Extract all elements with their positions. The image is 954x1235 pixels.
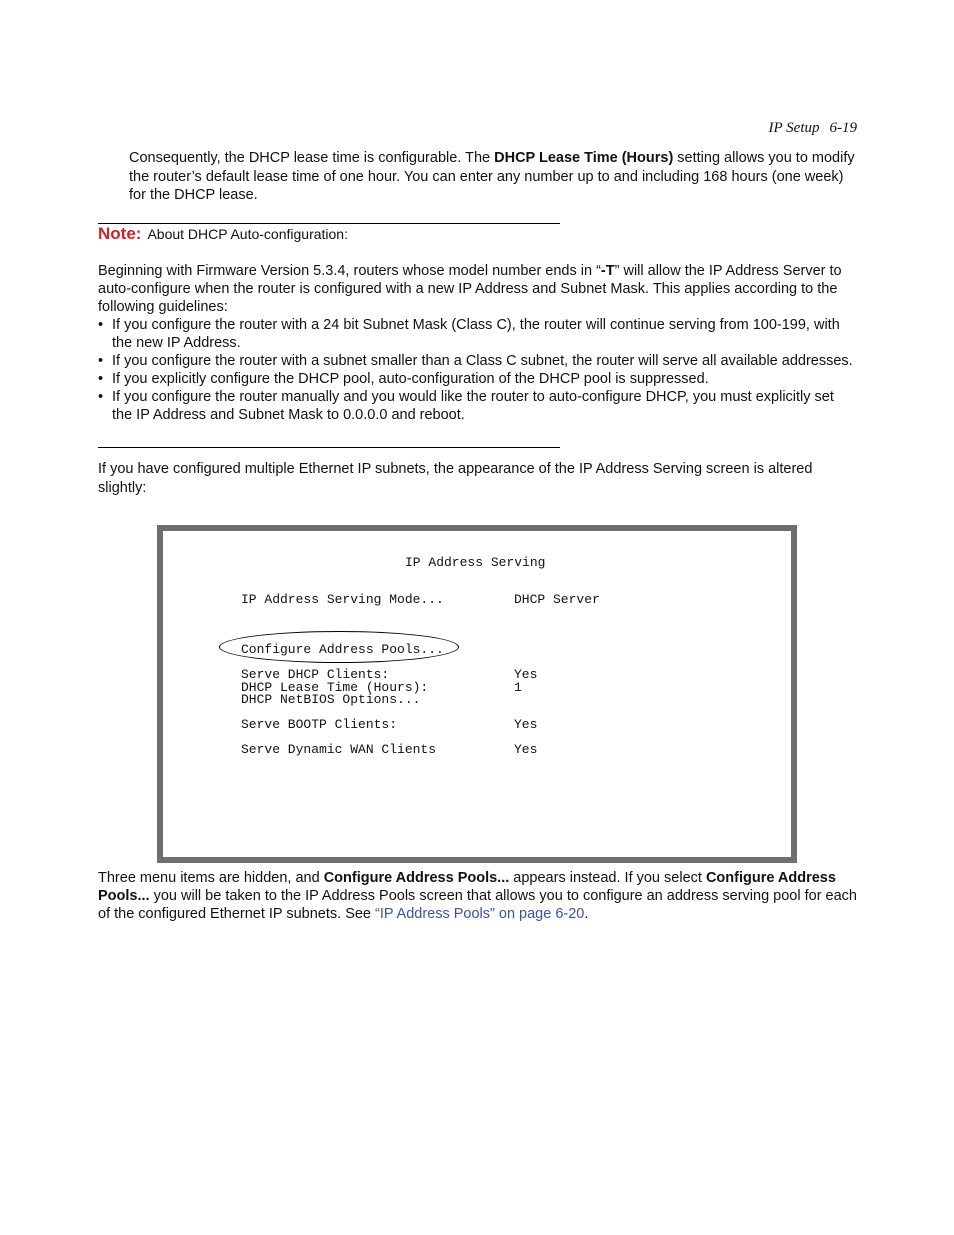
text: Consequently, the DHCP lease time is configurable. The xyxy=(129,150,495,166)
paragraph-lease-time xyxy=(129,149,859,205)
cross-reference-link[interactable]: “IP Address Pools” on page 6-20 xyxy=(375,906,585,922)
serve-wan-label[interactable]: Serve Dynamic WAN Clients xyxy=(241,742,437,757)
text: . xyxy=(584,906,589,922)
netbios-options-item[interactable]: DHCP NetBIOS Options... xyxy=(241,692,421,707)
list-item: • If you configure the router with a subnet smaller than a Class C subnet, the router will serve all available addresses. xyxy=(98,352,858,370)
paragraph-multiple-subnets: If you have configured multiple Ethernet IP subnets, the appearance of the IP Address Serving screen is altered slightly: xyxy=(98,461,813,496)
note-bullet-list xyxy=(98,316,858,424)
list-item: • If you configure the router manually and you would like the router to auto-configure DHCP, you must explicitly set the IP Address and Subnet Mask to 0.0.0.0 and reboot. xyxy=(98,388,858,424)
serve-wan-value: Yes xyxy=(514,742,538,757)
running-header xyxy=(769,120,857,137)
section-title: IP Setup xyxy=(768,120,820,136)
serve-dhcp-label[interactable]: Serve DHCP Clients: xyxy=(241,667,390,682)
serve-dhcp-value: Yes xyxy=(514,667,538,682)
mode-value: DHCP Server xyxy=(514,592,600,607)
note-heading xyxy=(98,224,348,244)
serve-bootp-value: Yes xyxy=(514,717,538,732)
list-item: • If you configure the router with a 24 bit Subnet Mask (Class C), the router will continue serving from 100-199, with the new IP Address. xyxy=(98,316,858,352)
bold-term: DHCP Lease Time (Hours) xyxy=(494,150,674,166)
note-title: About DHCP Auto-configuration: xyxy=(147,226,348,242)
text: setting allows you to modify the router’s default lease time of one hour. You can enter any number up to and including 168 hours (one week) for the DHCP lease. xyxy=(129,150,855,203)
note-rule-bottom xyxy=(98,447,560,448)
note-body xyxy=(98,262,858,424)
list-item: • If you explicitly configure the DHCP pool, auto-configuration of the DHCP pool is suppressed. xyxy=(98,370,858,388)
text: appears instead. If you select xyxy=(509,870,706,886)
text: Three menu items are hidden, and xyxy=(98,870,324,886)
text: Beginning with Firmware Version 5.3.4, routers whose model number ends in “ xyxy=(98,263,601,279)
bold-term: Configure Address Pools... xyxy=(323,870,510,886)
lease-time-value: 1 xyxy=(514,680,522,695)
bold-term: Configure Address Pools... xyxy=(98,870,836,904)
mode-label[interactable]: IP Address Serving Mode... xyxy=(241,592,444,607)
bold-term: -T xyxy=(600,263,615,279)
paragraph-hidden-items xyxy=(98,869,858,923)
page-number: 6-19 xyxy=(829,120,857,136)
configure-address-pools-item[interactable]: Configure Address Pools... xyxy=(241,642,444,657)
note-label: Note: xyxy=(98,224,142,243)
text: ” will allow the IP Address Server to auto-configure when the router is configured with a new IP Address and Subnet Mask. This applies according to the following guidelines: xyxy=(98,263,842,315)
text: you will be taken to the IP Address Pools screen that allows you to configure an address serving pool for each of the configured Ethernet IP subnets. See xyxy=(98,888,857,922)
ip-address-serving-screen xyxy=(157,525,797,863)
serve-bootp-label[interactable]: Serve BOOTP Clients: xyxy=(241,717,398,732)
screen-title: IP Address Serving xyxy=(405,555,546,570)
note-intro xyxy=(98,262,858,316)
lease-time-label[interactable]: DHCP Lease Time (Hours): xyxy=(241,680,429,695)
